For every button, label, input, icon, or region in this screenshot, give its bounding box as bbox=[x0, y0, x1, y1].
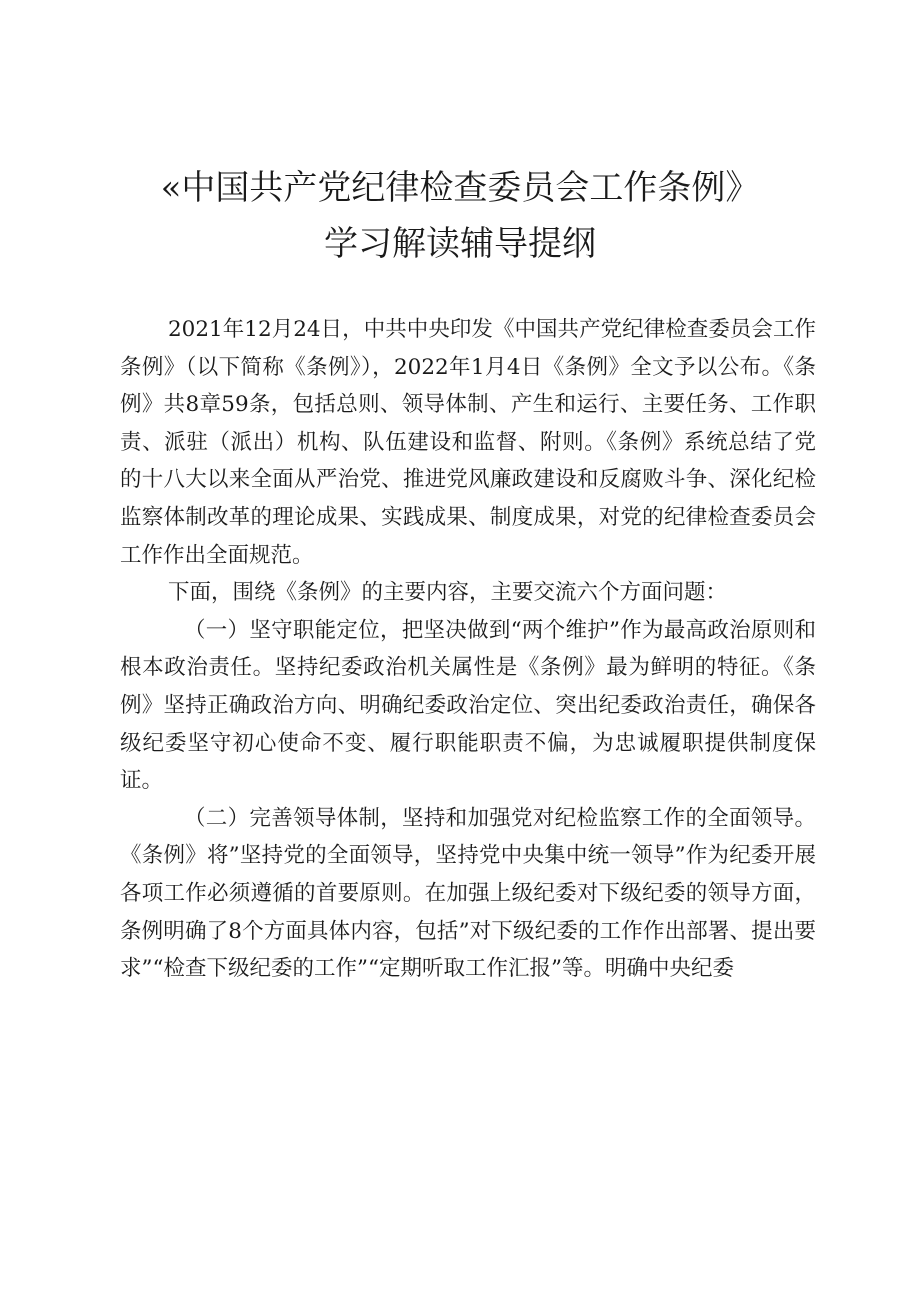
paragraph-intro: 2021年12月24日，中共中央印发《中国共产党纪律检查委员会工作条例》（以下简称《条例》），2022年1月4日《条例》全文予以公布。《条例》共8章59条，包括总则、领导体制、产生和运行、主要任务、工作职责、派驻（派出）机构、队伍建设和监督、附则。《条例》系统总结了党的十八大以来全面从严治党、推进党风廉政建设和反腐败斗争、深化纪检监察体制改革的理论成果、实践成果、制度成果，对党的纪律检查委员会工作作出全面规范。 bbox=[120, 317, 816, 568]
title-line-1: «中国共产党纪律检查委员会工作条例》 bbox=[160, 168, 760, 208]
document-body bbox=[120, 311, 816, 988]
paragraph-section-1: （一）坚守职能定位，把坚决做到“两个维护”作为最高政治原则和根本政治责任。坚持纪委政治机关属性是《条例》最为鲜明的特征。《条例》坚持正确政治方向、明确纪委政治定位、突出纪委政治责任，确保各级纪委坚守初心使命不变、履行职能职责不偏，为忠诚履职提供制度保证。 bbox=[120, 617, 816, 794]
paragraph-section-2: （二）完善领导体制，坚持和加强党对纪检监察工作的全面领导。《条例》将”坚持党的全面领导，坚持党中央集中统一领导”作为纪委开展各项工作必须遵循的首要原则。在加强上级纪委对下级纪委的领导方面，条例明确了8个方面具体内容，包括”对下级纪委的工作作出部署、提出要求”“检查下级纪委的工作”“定期听取工作汇报”等。明确中央纪委 bbox=[120, 805, 816, 982]
document-title bbox=[0, 160, 920, 272]
paragraph-overview: 下面，围绕《条例》的主要内容，主要交流六个方面问题： bbox=[168, 580, 728, 606]
title-line-2: 学习解读辅导提纲 bbox=[324, 224, 596, 264]
